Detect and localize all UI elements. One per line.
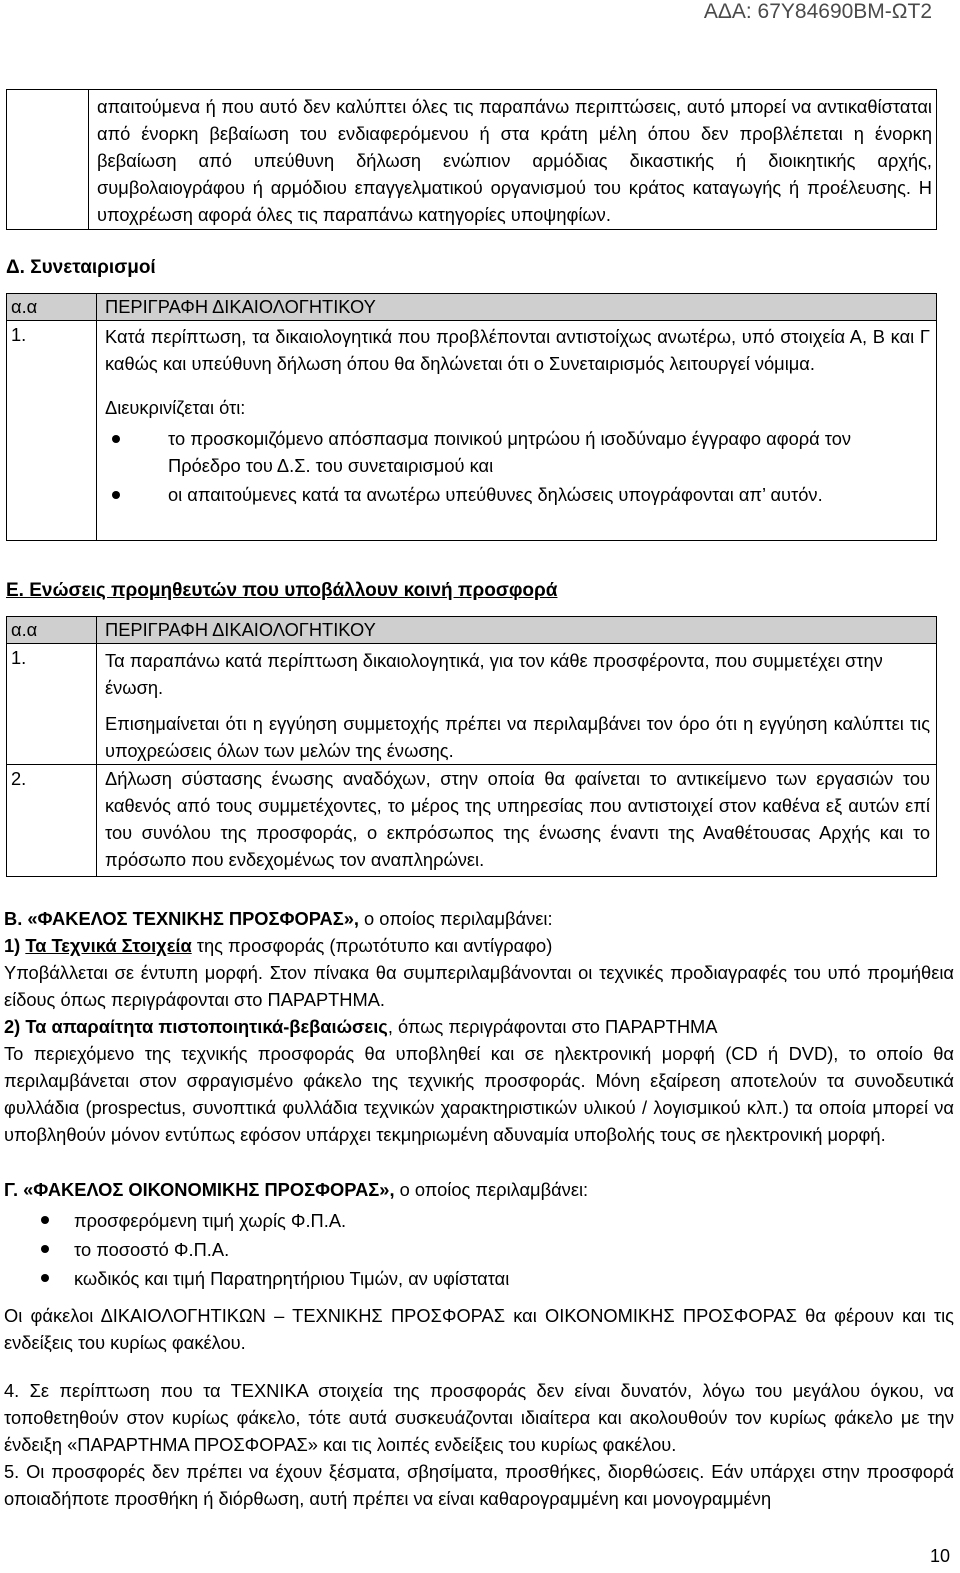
list-item: κωδικός και τιμή Παρατηρητήριου Τιμών, αν υφίσταται: [74, 1264, 954, 1293]
section-e-table: [6, 616, 937, 877]
row-text: Κατά περίπτωση, τα δικαιολογητικά που προβλέπονται αντιστοίχως ανωτέρω, υπό στοιχεία Α, Β και Γ καθώς και υπεύθυνη δήλωση όπου θα δηλώνεται ότι ο Συνεταιρισμός λειτουργεί νόμιμα.: [105, 326, 930, 374]
section-b: [4, 905, 954, 1148]
clarify-list: [105, 425, 930, 508]
section-g: [4, 1176, 954, 1512]
section-b-item1: 1) Τα Τεχνικά Στοιχεία της προσφοράς (πρωτότυπο και αντίγραφο): [4, 935, 553, 956]
row-text: Τα παραπάνω κατά περίπτωση δικαιολογητικά, για τον κάθε προσφέροντα, που συμμετέχει στην ένωση.: [105, 650, 883, 698]
bullet-icon: [41, 1245, 49, 1253]
list-item: το ποσοστό Φ.Π.Α.: [74, 1235, 954, 1264]
row-number: 1.: [7, 644, 97, 765]
section-b-para1: Υποβάλλεται σε έντυπη μορφή. Στον πίνακα θα συμπεριλαμβάνονται οι τεχνικές προδιαγραφές του υπό προμήθεια είδους όπως περιγράφονται στο ΠΑΡΑΡΤΗΜΑ.: [4, 962, 954, 1010]
clarify-label: Διευκρινίζεται ότι:: [105, 397, 246, 418]
row-text: Δήλωση σύστασης ένωσης αναδόχων, στην οποία θα φαίνεται το αντικείμενο των εργασιών του καθενός από τους συμμετέχοντες, το μέρος της υπηρεσίας που αντιστοιχεί στον καθένα εξ αυτών επί του συνόλου της προσφοράς, ο εκπρόσωπος της ένωσης έναντι της Αναθέτουσας Αρχής και το πρόσωπο που ενδεχομένως τον αναπληρώνει.: [105, 768, 930, 870]
section-e-title: Ε. Ενώσεις προμηθευτών που υποβάλλουν κοινή προσφορά: [6, 580, 558, 601]
col-number-header: α.α: [7, 617, 97, 644]
section-b-item2: 2) Τα απαραίτητα πιστοποιητικά-βεβαιώσεις, όπως περιγράφονται στο ΠΑΡΑΡΤΗΜΑ: [4, 1016, 718, 1037]
list-item: οι απαιτούμενες κατά τα ανωτέρω υπεύθυνες δηλώσεις υπογράφονται απ’ αυτόν.: [168, 481, 890, 508]
item-4: 4. Σε περίπτωση που τα ΤΕΧΝΙΚΑ στοιχεία της προσφοράς δεν είναι δυνατόν, λόγω του μεγάλου όγκου, να τοποθετηθούν στον κυρίως φάκελο, τότε αυτά συσκευάζονται ιδιαίτερα και ακολουθούν τον κυρίως φάκελο με την ένδειξη «ΠΑΡΑΡΤΗΜΑ ΠΡΟΣΦΟΡΑΣ» και τις λοιπές ενδείξεις του κυρίως φακέλου.: [4, 1380, 954, 1455]
section-d-title: Δ. Συνεταιρισμοί: [6, 257, 156, 278]
section-b-title: Β. «ΦΑΚΕΛΟΣ ΤΕΧΝΙΚΗΣ ΠΡΟΣΦΟΡΑΣ», ο οποίος περιλαμβάνει:: [4, 908, 553, 929]
col-description-header: ΠΕΡΙΓΡΑΦΗ ΔΙΚΑΙΟΛΟΓΗΤΙΚΟΥ: [97, 294, 937, 321]
bullet-icon: [41, 1216, 49, 1224]
row-note: Επισημαίνεται ότι η εγγύηση συμμετοχής πρέπει να περιλαμβάνει τον όρο ότι η εγγύηση καλύπτει τις υποχρεώσεις όλων των μελών της ένωσης.: [105, 713, 930, 761]
list-item: το προσκομιζόμενο απόσπασμα ποινικού μητρώου ή ισοδύναμο έγγραφο αφορά τον Πρόεδρο του Δ.Σ. του συνεταιρισμού και: [168, 425, 890, 479]
page-number: 10: [929, 1546, 950, 1566]
row-number: 1.: [7, 321, 97, 541]
section-d-table: [6, 293, 937, 541]
ada-code: ΑΔΑ: 67Υ84690ΒΜ-ΩΤ2: [703, 0, 932, 23]
section-g-list: [4, 1206, 954, 1293]
continuation-box: [6, 89, 937, 230]
bullet-icon: [112, 491, 120, 499]
bullet-icon: [41, 1274, 49, 1282]
item-5: 5. Οι προσφορές δεν πρέπει να έχουν ξέσματα, σβησίματα, προσθήκες, διορθώσεις. Εάν υπάρχει στην προσφορά οποιαδήποτε προσθήκη ή διόρθωση, αυτή πρέπει να είναι καθαρογραμμένη και μονογραμμένη: [4, 1461, 954, 1509]
col-number-header: α.α: [7, 294, 97, 321]
continuation-text: απαιτούμενα ή που αυτό δεν καλύπτει όλες τις παραπάνω περιπτώσεις, αυτό μπορεί να αντικαθίσταται από ένορκη βεβαίωση του ενδιαφερόμενου ή στα κράτη μέλη όπου δεν προβλέπεται η ένορκη βεβαίωση από υπεύθυνη δήλωση ενώπιον αρμόδιας δικαστικής ή διοικητικής αρχής, συμβολαιογράφου ή αρμόδιου επαγγελματικού οργανισμού του κράτος καταγωγής ή προέλευσης. Η υποχρέωση αφορά όλες τις παραπάνω κατηγορίες υποψηφίων.: [88, 90, 936, 229]
col-description-header: ΠΕΡΙΓΡΑΦΗ ΔΙΚΑΙΟΛΟΓΗΤΙΚΟΥ: [97, 617, 937, 644]
bullet-icon: [112, 435, 120, 443]
list-item: προσφερόμενη τιμή χωρίς Φ.Π.Α.: [74, 1206, 954, 1235]
row-number: 2.: [7, 765, 97, 877]
section-g-title: Γ. «ΦΑΚΕΛΟΣ ΟΙΚΟΝΟΜΙΚΗΣ ΠΡΟΣΦΟΡΑΣ», ο οποίος περιλαμβάνει:: [4, 1179, 589, 1200]
section-b-para2: Το περιεχόμενο της τεχνικής προσφοράς θα υποβληθεί και σε ηλεκτρονική μορφή (CD ή DVD), το οποίο θα περιλαμβάνεται στον σφραγισμένο φάκελο της τεχνικής προσφοράς. Μόνη εξαίρεση αποτελούν τα συνοδευτικά φυλλάδια (prospectus, συνοπτικά φυλλάδια τεχνικών χαρακτηριστικών υλικού / λογισμικού κλπ.) τα οποία μπορεί να υποβληθούν μόνον εντύπως εφόσον υπάρχει τεκμηριωμένη αδυναμία υποβολής τους σε ηλεκτρονική μορφή.: [4, 1043, 954, 1145]
section-g-para: Οι φάκελοι ΔΙΚΑΙΟΛΟΓΗΤΙΚΩΝ – ΤΕΧΝΙΚΗΣ ΠΡΟΣΦΟΡΑΣ και ΟΙΚΟΝΟΜΙΚΗΣ ΠΡΟΣΦΟΡΑΣ θα φέρουν και τις ενδείξεις του κυρίως φακέλου.: [4, 1305, 954, 1353]
